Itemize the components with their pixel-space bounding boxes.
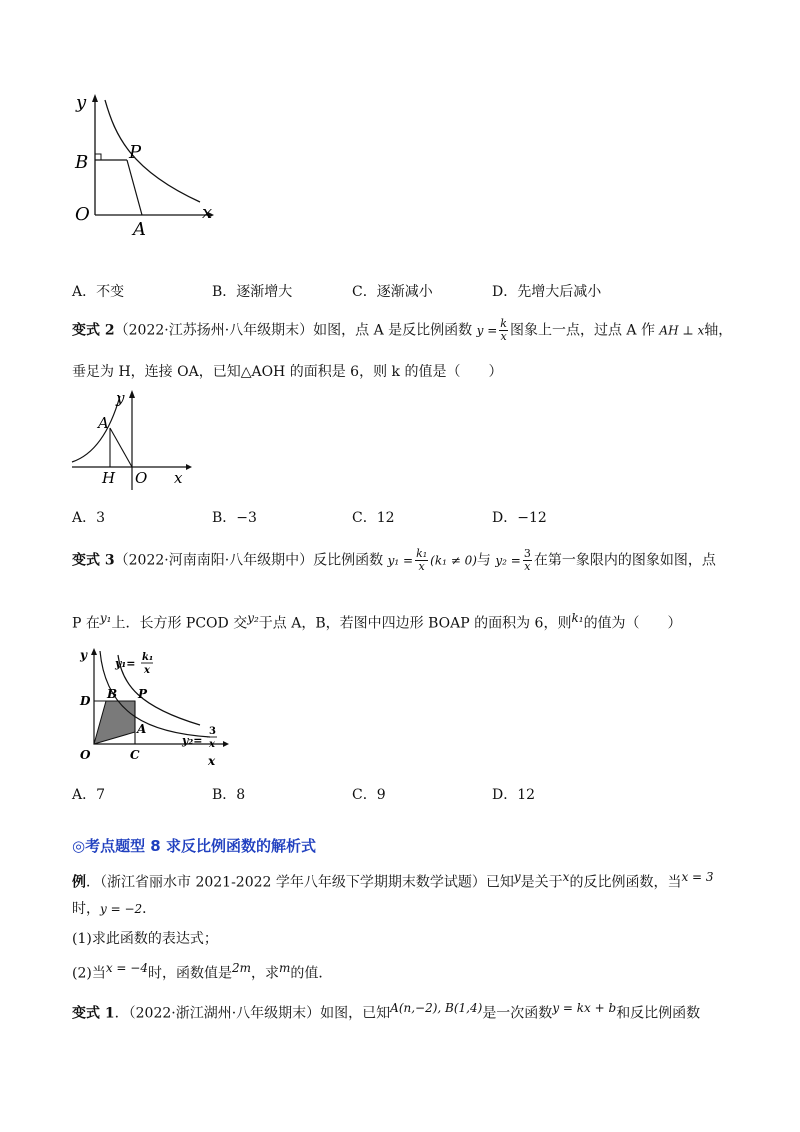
v2-option-b: B．−3 bbox=[212, 510, 257, 526]
v1b-points: A(n,−2), B(1,4) bbox=[390, 1001, 483, 1015]
v3-line2-k1: k₁ bbox=[571, 611, 584, 625]
v3-tag: 变式 3 bbox=[72, 552, 115, 569]
example-line1 bbox=[72, 867, 714, 893]
section-heading: ◎考点题型 8 求反比例函数的解析式 bbox=[72, 837, 316, 855]
fig3-label-x: x bbox=[208, 754, 216, 768]
hyperbola-curve bbox=[72, 396, 120, 462]
example-line2-a: 时， bbox=[72, 901, 100, 917]
fig1-label-b: B bbox=[75, 152, 89, 173]
example-y: y bbox=[513, 870, 521, 884]
example-text3: 的反比例函数，当 bbox=[569, 874, 682, 891]
fig3-label-c: C bbox=[130, 748, 140, 762]
pa-segment bbox=[127, 160, 142, 215]
v2-tag: 变式 2 bbox=[72, 322, 115, 339]
v3-tail: 在第一象限内的图象如图，点 bbox=[533, 552, 716, 569]
v3-line1 bbox=[72, 548, 716, 573]
fig3-y2-x: x bbox=[209, 739, 215, 750]
hyperbola-curve bbox=[105, 100, 200, 202]
fig3-y1-label: y₁= bbox=[115, 657, 136, 670]
v3-and: 与 bbox=[476, 552, 491, 569]
fig2-label-h: H bbox=[102, 469, 116, 487]
v1b-tag: 变式 1 bbox=[72, 1005, 115, 1022]
example-q2-b: 时，函数值是 bbox=[147, 965, 232, 982]
example-text1: ．（浙江省丽水市 2021-2022 学年八年级下学期期末数学试题）已知 bbox=[86, 874, 514, 891]
q1-option-b: B．逐渐增大 bbox=[212, 284, 293, 300]
v2-option-c: C．12 bbox=[352, 510, 395, 526]
v1b-func: y = kx + b bbox=[552, 1001, 617, 1015]
v2-line2: 垂足为 H，连接 OA，已知△AOH 的面积是 6，则 k 的值是（ ） bbox=[72, 364, 503, 380]
q1-option-a: A．不变 bbox=[72, 284, 125, 300]
fig2-label-o: O bbox=[135, 469, 148, 487]
q1-option-d: D．先增大后减小 bbox=[492, 284, 602, 300]
fig3-y1-x: x bbox=[144, 665, 150, 676]
v2-mid: 图象上一点，过点 A 作 bbox=[509, 322, 655, 339]
example-q2-m: m bbox=[279, 961, 291, 975]
example-tag: 例 bbox=[72, 874, 86, 891]
v2-source: （2022·江苏扬州·八年级期末）如图，点 A 是反比例函数 bbox=[114, 322, 473, 339]
v3-line2-b: 上．长方形 PCOD 交 bbox=[111, 615, 248, 632]
v2-line1 bbox=[72, 318, 732, 343]
fig3-y1-k1: k₁ bbox=[142, 652, 154, 663]
v2-option-a: A．3 bbox=[72, 510, 106, 526]
v3-option-d: D．12 bbox=[492, 787, 536, 803]
v3-line2-a: P 在 bbox=[72, 615, 100, 632]
v3-line2-d: 的值为（ ） bbox=[583, 615, 682, 632]
fig3-label-y: y bbox=[80, 648, 87, 662]
q1-option-c: C．逐渐减小 bbox=[352, 284, 433, 300]
v3-option-c: C．9 bbox=[352, 787, 386, 803]
v3-frac2: $\frac{3}{x}$ bbox=[523, 547, 531, 573]
example-q2 bbox=[72, 958, 332, 984]
figure-1 bbox=[70, 90, 220, 240]
v1b-text2: 是一次函数 bbox=[482, 1005, 553, 1022]
fig2-label-y: y bbox=[116, 389, 125, 407]
fig3-label-d: D bbox=[80, 694, 91, 708]
right-angle-mark bbox=[95, 154, 101, 160]
fig3-label-p: P bbox=[138, 687, 148, 701]
v2-tail: 轴， bbox=[704, 322, 733, 339]
figure-2 bbox=[70, 388, 200, 493]
example-cond1: x = 3 bbox=[681, 870, 714, 884]
v3-line2-y1: y₁ bbox=[99, 611, 112, 625]
v2-func-y: y = bbox=[476, 323, 498, 338]
fig1-label-x: x bbox=[202, 202, 213, 223]
example-text2: 是关于 bbox=[520, 874, 563, 891]
example-q2-2m: 2m bbox=[231, 961, 251, 975]
v3-cond: (k₁ ≠ 0) bbox=[430, 553, 477, 568]
v3-frac1: $\frac{\text{k₁}}{x}$ bbox=[416, 547, 428, 573]
v3-line2-y2: y₂ bbox=[247, 611, 259, 625]
v3-source: （2022·河南南阳·八年级期中）反比例函数 bbox=[114, 552, 384, 569]
fig2-label-a: A bbox=[98, 414, 109, 432]
fig3-label-a: A bbox=[137, 722, 147, 736]
fig3-y2-label: y₂= bbox=[182, 734, 203, 747]
example-x: x bbox=[562, 870, 570, 884]
v1b-line1 bbox=[72, 998, 700, 1024]
v2-ah: AH ⊥ x bbox=[659, 323, 705, 338]
example-cond2: y = −2 bbox=[100, 902, 143, 916]
figure-3 bbox=[70, 645, 230, 770]
example-q2-cond: x = −4 bbox=[105, 961, 148, 975]
fig2-label-x: x bbox=[174, 469, 183, 487]
ao-segment bbox=[110, 428, 132, 467]
v2-option-d: D．−12 bbox=[492, 510, 547, 526]
v2-func-frac: $\frac{k}{x}$ bbox=[500, 317, 507, 343]
fig3-label-b: B bbox=[107, 687, 118, 701]
example-q2-d: 的值． bbox=[290, 965, 333, 982]
v1b-text1: ．（2022·浙江湖州·八年级期末）如图，已知 bbox=[114, 1005, 391, 1022]
fig3-label-o: O bbox=[80, 748, 91, 762]
example-line2-b: ． bbox=[142, 901, 157, 917]
v3-y1: y₁ = bbox=[387, 553, 414, 568]
example-line2 bbox=[72, 899, 156, 919]
example-q2-c: ，求 bbox=[251, 965, 279, 982]
example-q2-a: (2)当 bbox=[72, 965, 106, 982]
example-q1: (1)求此函数的表达式； bbox=[72, 931, 218, 947]
fig3-y2-three: 3 bbox=[209, 726, 216, 737]
v3-line2-c: 于点 A，B，若图中四边形 BOAP 的面积为 6，则 bbox=[258, 615, 572, 632]
v3-option-b: B．8 bbox=[212, 787, 246, 803]
fig1-label-y: y bbox=[76, 92, 87, 113]
fig1-label-a: A bbox=[133, 219, 146, 240]
v3-line2 bbox=[72, 608, 682, 634]
v3-y2: y₂ = bbox=[495, 553, 521, 568]
v1b-text3: 和反比例函数 bbox=[616, 1005, 701, 1022]
fig1-label-o: O bbox=[75, 204, 90, 225]
quadrilateral-boap bbox=[94, 701, 135, 744]
v3-option-a: A．7 bbox=[72, 787, 106, 803]
fig1-label-p: P bbox=[129, 142, 142, 163]
